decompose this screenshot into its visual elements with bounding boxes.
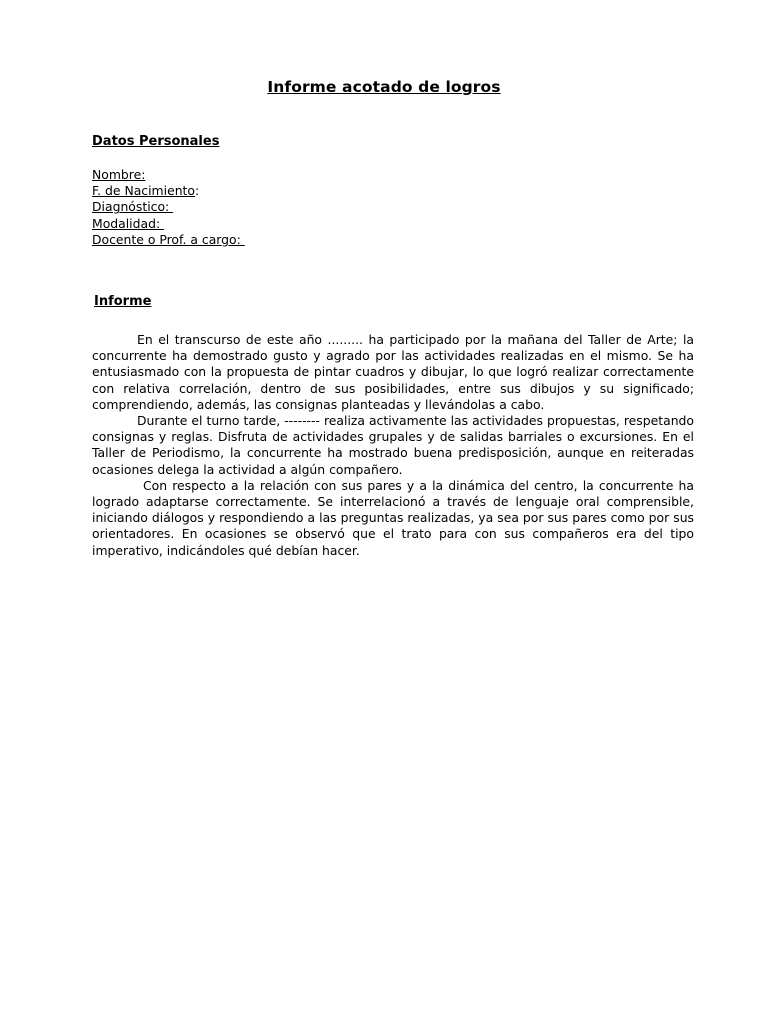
field-fecha-nacimiento-suffix: : (194, 183, 200, 199)
field-docente-label: Docente o Prof. a cargo: (92, 231, 245, 247)
document-title: Informe acotado de logros (267, 78, 501, 96)
field-fecha-nacimiento (92, 183, 245, 199)
field-nombre (92, 167, 245, 183)
informe-paragraph: En el transcurso de este año ......... ha participado por la mañana del Taller de Arte; la concurrente ha demostrado gusto y agrado por las actividades realizadas en el mismo. Se ha entusiasmado con la propuesta de pintar cuadros y dibujar, lo que logró realizar correctamente con relativa correlación, dentro de sus posibilidades, entre sus dibujos y su significado; comprendiendo, además, las consignas planteadas y llevándolas a cabo. (92, 332, 694, 412)
field-diagnostico (92, 199, 245, 215)
field-modalidad (92, 216, 245, 232)
informe-paragraph: Con respecto a la relación con sus pares y a la dinámica del centro, la concurrente ha logrado adaptarse correctamente. Se interrelacionó a través de lenguaje oral comprensible, iniciando diálogos y respondiendo a las preguntas realizadas, ya sea por sus pares como por sus orientadores. En ocasiones se observó que el trato para con sus compañeros era del tipo imperativo, indicándoles qué debían hacer. (92, 477, 694, 558)
field-docente (92, 232, 245, 248)
field-fecha-nacimiento-label: F. de Nacimiento (92, 183, 195, 199)
field-nombre-label: Nombre: (92, 167, 146, 182)
field-diagnostico-label: Diagnóstico: (92, 199, 174, 215)
informe-body (92, 332, 694, 559)
informe-heading: Informe (94, 294, 152, 309)
informe-paragraph: Durante el turno tarde, -------- realiza activamente las actividades propuestas, respetando consignas y reglas. Disfruta de actividades grupales y de salidas barriales o excursiones. En el Taller de Periodismo, la concurrente ha mostrado buena predisposición, aunque en reiteradas ocasiones delega la actividad a algún compañero. (92, 413, 694, 477)
personal-data-fields (92, 167, 245, 248)
field-modalidad-label: Modalidad: (92, 215, 165, 231)
datos-personales-heading: Datos Personales (92, 134, 220, 149)
